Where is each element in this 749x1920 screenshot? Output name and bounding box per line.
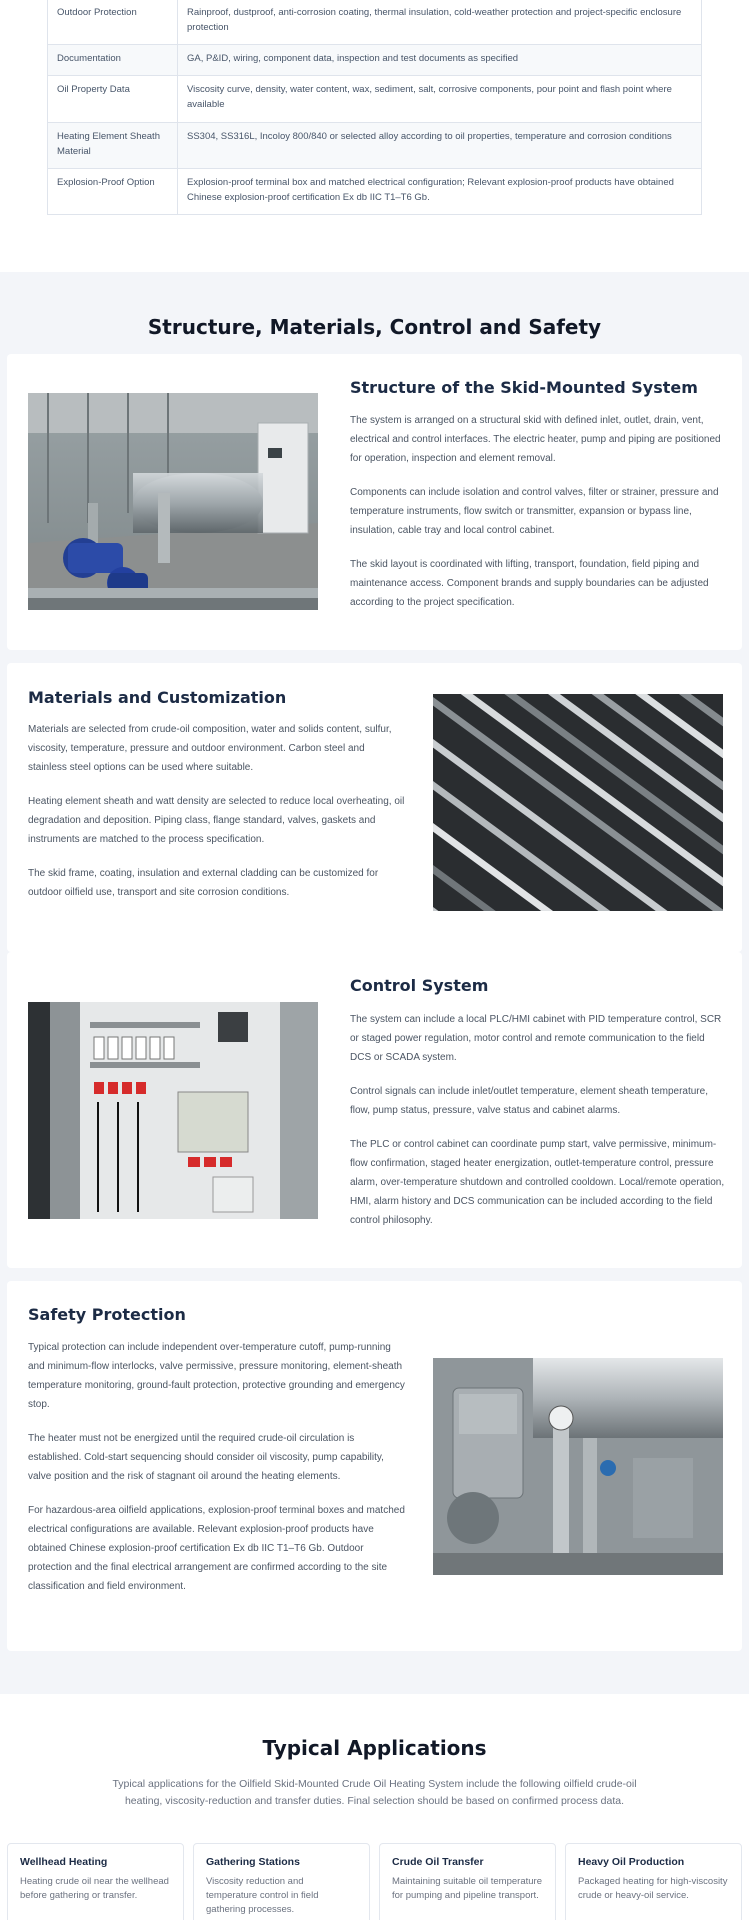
spec-key: Explosion-Proof Option	[48, 168, 178, 214]
spec-value: SS304, SS316L, Incoloy 800/840 or selected alloy according to oil properties, temperature and corrosion conditions	[178, 122, 702, 168]
spec-key: Heating Element Sheath Material	[48, 122, 178, 168]
card-text	[28, 1338, 406, 1611]
card-text	[350, 411, 722, 627]
spec-value: GA, P&ID, wiring, component data, inspection and test documents as specified	[178, 44, 702, 75]
spec-key: Outdoor Protection	[48, 0, 178, 44]
steel-tubes-photo	[433, 694, 723, 911]
card-paragraph: The skid layout is coordinated with lifting, transport, foundation, field piping and maintenance access. Component brands and supply boundaries can be adjusted according to the project specification.	[350, 559, 709, 608]
skid-system-photo	[28, 393, 318, 610]
section-title: Structure, Materials, Control and Safety	[147, 315, 602, 339]
card-paragraph: Heating element sheath and watt density are selected to reduce local overheating, oil degradation and deposition. Piping class, flange standard, valves, gaskets and instruments are matched to the process specification.	[28, 796, 405, 845]
application-card-gathering[interactable]	[193, 1843, 370, 1920]
application-title: Heavy Oil Production	[578, 1856, 685, 1868]
application-card-wellhead[interactable]	[7, 1843, 184, 1920]
card-paragraph: The PLC or control cabinet can coordinate pump start, valve permissive, minimum-flow confirmation, staged heater energization, outlet-temperature control, pressure alarm, over-temperature shutdown and controlled cooldown. Local/remote operation, HMI, alarm history and DCS communication can be included according to the field control philosophy.	[350, 1139, 725, 1226]
spec-value: Explosion-proof terminal box and matched electrical configuration; Relevant explosion-proof products have obtained Chinese explosion-proof certification Ex db IIC T1–T6 Gb.	[178, 168, 702, 214]
card-paragraph: Components can include isolation and control valves, filter or strainer, pressure and temperature instruments, flow switch or transmitter, expansion or bypass line, insulation, cable tray and local control cabinet.	[350, 487, 719, 536]
control-cabinet-photo	[28, 1002, 318, 1219]
card-title: Structure of the Skid-Mounted System	[350, 378, 698, 397]
card-title: Materials and Customization	[28, 688, 287, 707]
application-desc: Maintaining suitable oil temperature for pumping and pipeline transport.	[392, 1876, 542, 1901]
table-row	[48, 75, 702, 122]
spec-table-wrap	[47, 0, 702, 215]
card-paragraph: The system can include a local PLC/HMI cabinet with PID temperature control, SCR or staged power regulation, motor control and remote communication to the field DCS or SCADA system.	[350, 1014, 722, 1063]
card-text	[350, 1010, 726, 1245]
safety-card	[7, 1281, 742, 1651]
card-title: Safety Protection	[28, 1305, 186, 1324]
table-row	[48, 168, 702, 214]
control-card	[7, 952, 742, 1268]
card-paragraph: Typical protection can include independent over-temperature cutoff, pump-running and minimum-flow interlocks, valve permissive, pressure monitoring, element-sheath temperature monitoring, ground-fault protection, protective grounding and emergency stop.	[28, 1342, 405, 1410]
application-desc: Viscosity reduction and temperature control in field gathering processes.	[206, 1876, 319, 1915]
table-row	[48, 122, 702, 168]
applications-subtitle: Typical applications for the Oilfield Skid-Mounted Crude Oil Heating System include the following oilfield crude-oil heating, viscosity-reduction and transfer duties. Final selection should be based on confirmed process data.	[112, 1778, 637, 1807]
card-paragraph: The heater must not be energized until the required crude-oil circulation is established. Cold-start sequencing should consider oil viscosity, pump capability, valve position and the risk of stagnant oil around the heating elements.	[28, 1433, 384, 1482]
card-paragraph: The skid frame, coating, insulation and external cladding can be customized for outdoor oilfield use, transport and site corrosion conditions.	[28, 868, 379, 898]
application-desc: Heating crude oil near the wellhead before gathering or transfer.	[20, 1876, 169, 1901]
application-card-heavy-oil[interactable]	[565, 1843, 742, 1920]
card-paragraph: The system is arranged on a structural skid with defined inlet, outlet, drain, vent, electrical and control interfaces. The electric heater, pump and piping are positioned for operation, inspection and element removal.	[350, 415, 721, 464]
table-row	[48, 44, 702, 75]
table-row	[48, 0, 702, 44]
card-paragraph: Materials are selected from crude-oil composition, water and solids content, sulfur, viscosity, temperature, pressure and outdoor environment. Carbon steel and stainless steel options can be used where suitable.	[28, 724, 392, 773]
application-card-transfer[interactable]	[379, 1843, 556, 1920]
application-title: Wellhead Heating	[20, 1856, 108, 1868]
card-text	[28, 720, 406, 917]
applications-title: Typical Applications	[262, 1736, 487, 1760]
application-title: Crude Oil Transfer	[392, 1856, 484, 1868]
application-title: Gathering Stations	[206, 1856, 300, 1868]
spec-table	[47, 0, 702, 215]
spec-key: Oil Property Data	[48, 75, 178, 122]
materials-card	[7, 663, 742, 952]
spec-value: Viscosity curve, density, water content, wax, sediment, salt, corrosive components, pour point and flash point where available	[178, 75, 702, 122]
spec-value: Rainproof, dustproof, anti-corrosion coating, thermal insulation, cold-weather protection and project-specific enclosure protection	[178, 0, 702, 44]
card-paragraph: Control signals can include inlet/outlet temperature, element sheath temperature, flow, pump status, pressure, valve status and cabinet alarms.	[350, 1086, 708, 1116]
card-paragraph: For hazardous-area oilfield applications, explosion-proof terminal boxes and matched electrical configurations are available. Relevant explosion-proof products have obtained Chinese explosion-proof certification Ex db IIC T1–T6 Gb. Outdoor protection and the final electrical arrangement are confirmed according to the site classification and field environment.	[28, 1505, 405, 1592]
explosion-proof-heater-photo	[433, 1358, 723, 1575]
card-title: Control System	[350, 976, 489, 995]
structure-card	[7, 354, 742, 650]
application-desc: Packaged heating for high-viscosity crude or heavy-oil service.	[578, 1876, 728, 1901]
spec-key: Documentation	[48, 44, 178, 75]
